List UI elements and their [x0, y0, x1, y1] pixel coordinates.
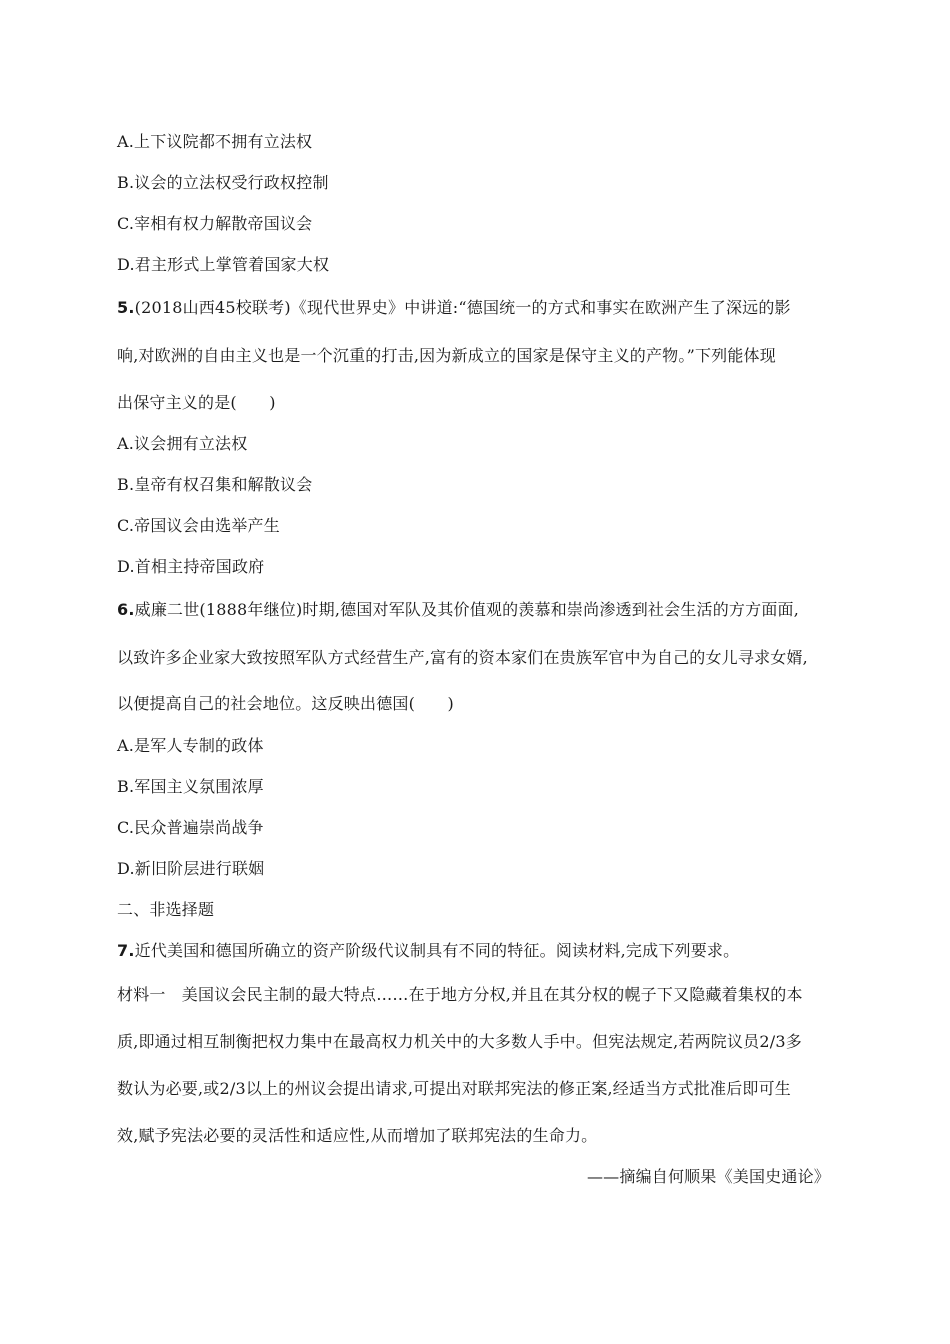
- q7-stem: 7.近代美国和德国所确立的资产阶级代议制具有不同的特征。阅读材料,完成下列要求。: [117, 941, 740, 960]
- q7-material-line-3: 数认为必要,或2/3以上的州议会提出请求,可提出对联邦宪法的修正案,经适当方式批准后即可生: [117, 1079, 792, 1098]
- q5-option-a: A.议会拥有立法权: [117, 434, 248, 453]
- q4-option-d: D.君主形式上掌管着国家大权: [117, 255, 330, 274]
- q5-stem-line-1: 5.(2018山西45校联考)《现代世界史》中讲道:“德国统一的方式和事实在欧洲产生了深远的影: [117, 298, 791, 317]
- q5-option-b: B.皇帝有权召集和解散议会: [117, 475, 313, 494]
- q4-option-c: C.宰相有权力解散帝国议会: [117, 214, 313, 233]
- q6-stem-line-2: 以致许多企业家大致按照军队方式经营生产,富有的资本家们在贵族军官中为自己的女儿寻求女婿,: [117, 648, 808, 667]
- q7-number: 7.: [117, 941, 135, 960]
- q5-stem-line-3: 出保守主义的是( ): [117, 393, 276, 412]
- q7-material-line-2: 质,即通过相互制衡把权力集中在最高权力机关中的大多数人手中。但宪法规定,若两院议员2/3多: [117, 1032, 802, 1051]
- q4-option-b: B.议会的立法权受行政权控制: [117, 173, 329, 192]
- q5-option-c: C.帝国议会由选举产生: [117, 516, 280, 535]
- q6-stem-line-3: 以便提高自己的社会地位。这反映出德国( ): [117, 694, 454, 713]
- q7-material-line-4: 效,赋予宪法必要的灵活性和适应性,从而增加了联邦宪法的生命力。: [117, 1126, 598, 1145]
- q6-number: 6.: [117, 600, 135, 619]
- q5-option-d: D.首相主持帝国政府: [117, 557, 265, 576]
- section-title: 二、非选择题: [117, 900, 215, 919]
- q5-stem-line-2: 响,对欧洲的自由主义也是一个沉重的打击,因为新成立的国家是保守主义的产物。”下列能体现: [117, 346, 776, 365]
- q6-option-b: B.军国主义氛围浓厚: [117, 777, 264, 796]
- q5-number: 5.: [117, 298, 135, 317]
- q6-option-a: A.是军人专制的政体: [117, 736, 264, 755]
- q6-option-d: D.新旧阶层进行联姻: [117, 859, 265, 878]
- q6-stem-line-1: 6.威廉二世(1888年继位)时期,德国对军队及其价值观的羡慕和崇尚渗透到社会生活的方方面面,: [117, 600, 800, 619]
- q6-option-c: C.民众普遍崇尚战争: [117, 818, 264, 837]
- q7-material-line-1: 材料一 美国议会民主制的最大特点……在于地方分权,并且在其分权的幌子下又隐藏着集权的本: [117, 985, 803, 1004]
- q7-source: ——摘编自何顺果《美国史通论》: [586, 1167, 830, 1186]
- q4-option-a: A.上下议院都不拥有立法权: [117, 132, 313, 151]
